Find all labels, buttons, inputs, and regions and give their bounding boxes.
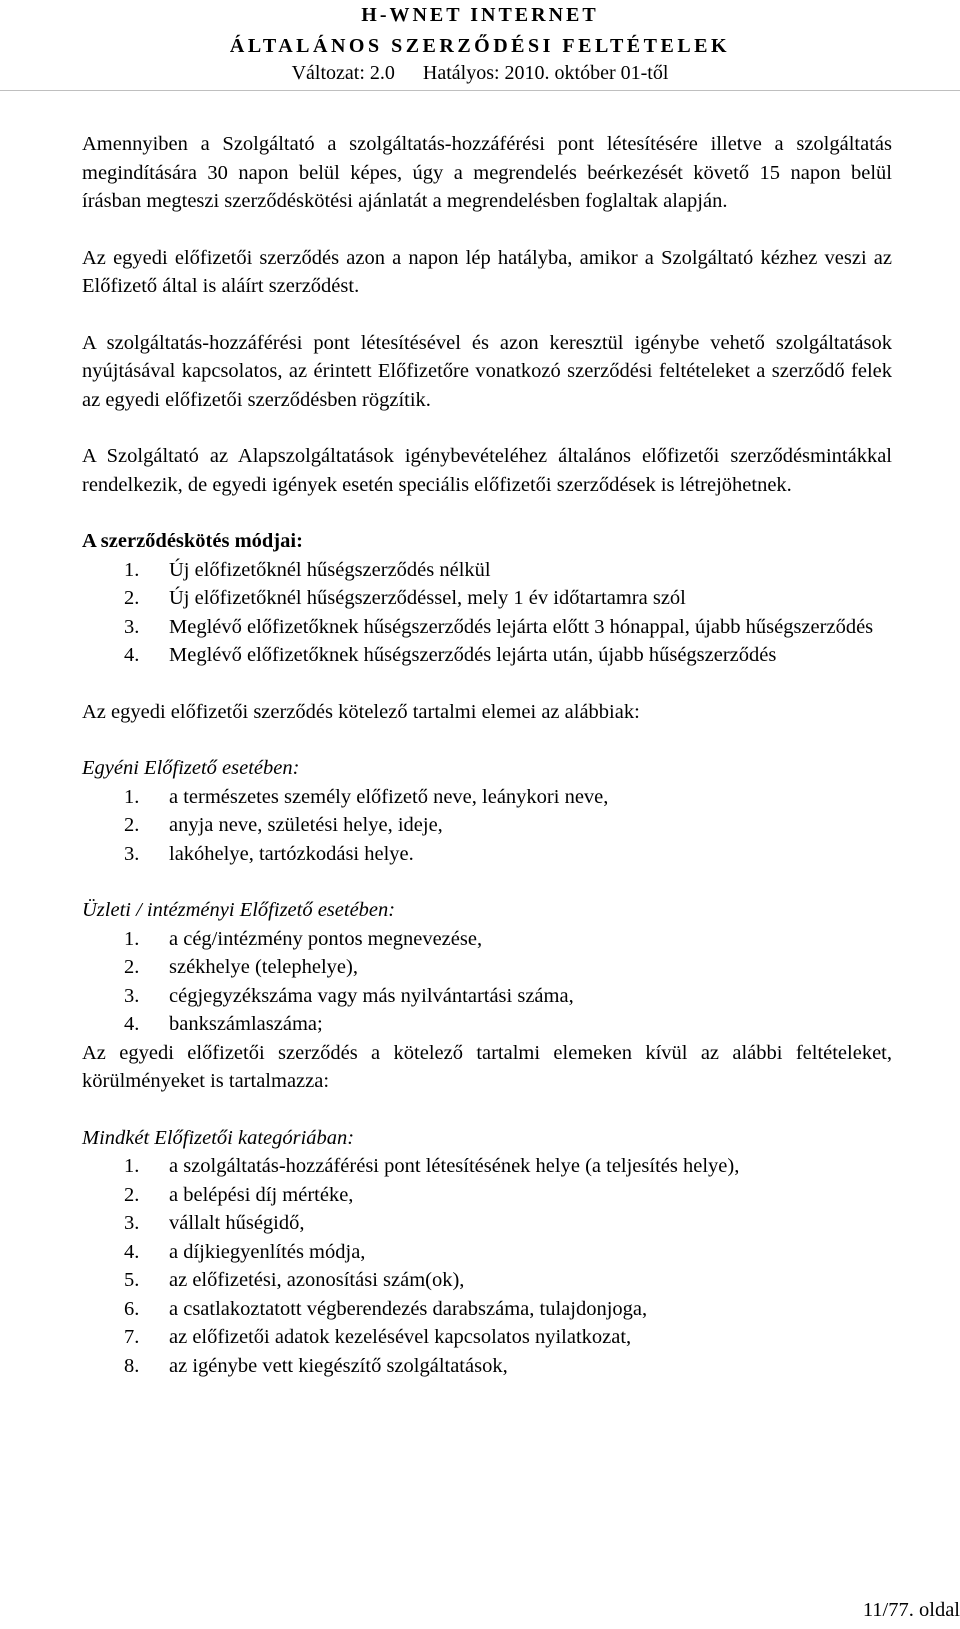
list-item [82, 1209, 892, 1238]
individual-list [82, 783, 892, 869]
list-number: 3. [124, 842, 140, 865]
paragraph-terms: A szolgáltatás-hozzáférési pont létesítésével és azon keresztül igénybe vehető szolgáltatások nyújtásával kapcsolatos, az érintett Előfizetőre vonatkozó szerződési feltételeket a szerződő felek az egyedi előfizetői szerződésben rögzítik. [82, 331, 892, 411]
list-item [82, 1295, 892, 1324]
both-categories-section [82, 1124, 892, 1381]
list-item [82, 1010, 892, 1039]
list-item [82, 1238, 892, 1267]
individual-section [82, 754, 892, 868]
page-number: 11/77. oldal [862, 1599, 960, 1621]
effective-date: Hatályos: 2010. október 01-től [422, 62, 669, 84]
list-item [82, 1181, 892, 1210]
list-text: az előfizetési, azonosítási szám(ok), [169, 1269, 465, 1291]
list-item [82, 840, 892, 869]
list-text: cégjegyzékszáma vagy más nyilvántartási száma, [169, 984, 574, 1007]
list-number: 1. [124, 1155, 140, 1177]
list-number: 1. [124, 785, 140, 808]
list-number: 1. [124, 558, 140, 581]
list-number: 3. [124, 984, 140, 1007]
list-number: 4. [124, 644, 140, 666]
contract-modes-list [82, 556, 892, 670]
list-number: 2. [124, 814, 140, 836]
list-text: a szolgáltatás-hozzáférési pont létesítésének helye (a teljesítés helye), [169, 1155, 740, 1177]
business-list [82, 925, 892, 1039]
list-item [82, 584, 892, 613]
list-text: az igénybe vett kiegészítő szolgáltatások, [169, 1354, 508, 1377]
list-item [82, 613, 892, 642]
document-title: ÁLTALÁNOS SZERZŐDÉSI FELTÉTELEK [229, 35, 731, 57]
list-number: 4. [124, 1013, 140, 1035]
list-text: vállalt hűségidő, [169, 1212, 305, 1234]
list-text: a természetes személy előfizető neve, leánykori neve, [169, 785, 609, 808]
list-number: 2. [124, 956, 140, 978]
document-body [82, 130, 892, 1380]
paragraph-effect: Az egyedi előfizetői szerződés azon a napon lép hatályba, amikor a Szolgáltató kézhez veszi az Előfizető által is aláírt szerződést. [82, 246, 892, 297]
list-number: 6. [124, 1297, 140, 1320]
contract-modes-heading: A szerződéskötés módjai: [82, 530, 303, 552]
list-text: a cég/intézmény pontos megnevezése, [169, 927, 483, 950]
both-categories-heading: Mindkét Előfizetői kategóriában: [82, 1126, 355, 1149]
list-number: 3. [124, 1212, 140, 1234]
contract-modes-section [82, 527, 892, 670]
list-number: 8. [124, 1354, 140, 1377]
business-section [82, 896, 892, 1039]
list-item [82, 1323, 892, 1352]
header-divider [0, 90, 960, 91]
list-text: a csatlakoztatott végberendezés darabszáma, tulajdonjoga, [169, 1297, 648, 1320]
list-number: 3. [124, 615, 140, 638]
list-text: Új előfizetőknél hűségszerződéssel, mely 1 év időtartamra szól [169, 587, 686, 609]
list-item [82, 925, 892, 954]
list-item [82, 1152, 892, 1181]
paragraph-templates: A Szolgáltató az Alapszolgáltatások igénybevételéhez általános előfizetői szerződésmintákkal rendelkezik, de egyedi igények esetén speciális előfizetői szerződések is létrejöhetnek. [82, 445, 892, 496]
list-number: 4. [124, 1240, 140, 1263]
list-item [82, 982, 892, 1011]
version-line [0, 60, 960, 86]
list-item [82, 783, 892, 812]
list-text: Meglévő előfizetőknek hűségszerződés lejárta előtt 3 hónappal, újabb hűségszerződés [169, 615, 874, 638]
list-item [82, 811, 892, 840]
individual-heading: Egyéni Előfizető esetében: [82, 757, 300, 779]
list-text: lakóhelye, tartózkodási helye. [169, 842, 414, 865]
list-number: 2. [124, 1183, 140, 1206]
list-number: 7. [124, 1326, 140, 1348]
list-number: 1. [124, 927, 140, 950]
list-item [82, 953, 892, 982]
paragraph-offer: Amennyiben a Szolgáltató a szolgáltatás-hozzáférési pont létesítésére illetve a szolgáltatás megindítására 30 napon belül képes, úgy a megrendelés beérkezését követő 15 napon belül írásban megteszi szerződéskötési ajánlatát a megrendelésben foglaltak alapján. [82, 133, 892, 212]
list-item [82, 641, 892, 670]
list-text: Új előfizetőknél hűségszerződés nélkül [169, 558, 491, 581]
list-text: a díjkiegyenlítés módja, [169, 1240, 366, 1263]
list-item [82, 1352, 892, 1381]
mandatory-intro: Az egyedi előfizetői szerződés kötelező tartalmi elemei az alábbiak: [82, 700, 640, 723]
company-name: H-WNET INTERNET [361, 4, 599, 26]
business-heading: Üzleti / intézményi Előfizető esetében: [82, 899, 396, 921]
list-number: 2. [124, 587, 140, 609]
list-text: az előfizetői adatok kezelésével kapcsolatos nyilatkozat, [169, 1326, 632, 1348]
list-text: Meglévő előfizetőknek hűségszerződés lejárta után, újabb hűségszerződés [169, 644, 777, 666]
both-categories-list [82, 1152, 892, 1380]
list-item [82, 1266, 892, 1295]
list-text: a belépési díj mértéke, [169, 1183, 354, 1206]
list-text: anyja neve, születési helye, ideje, [169, 814, 443, 836]
list-text: bankszámlaszáma; [169, 1013, 323, 1035]
list-text: székhelye (telephelye), [169, 956, 358, 978]
list-number: 5. [124, 1269, 140, 1291]
version-label: Változat: 2.0 [291, 62, 395, 84]
extra-intro: Az egyedi előfizetői szerződés a kötelező tartalmi elemeken kívül az alábbi feltételeket, körülményeket is tartalmazza: [82, 1041, 892, 1092]
list-item [82, 556, 892, 585]
